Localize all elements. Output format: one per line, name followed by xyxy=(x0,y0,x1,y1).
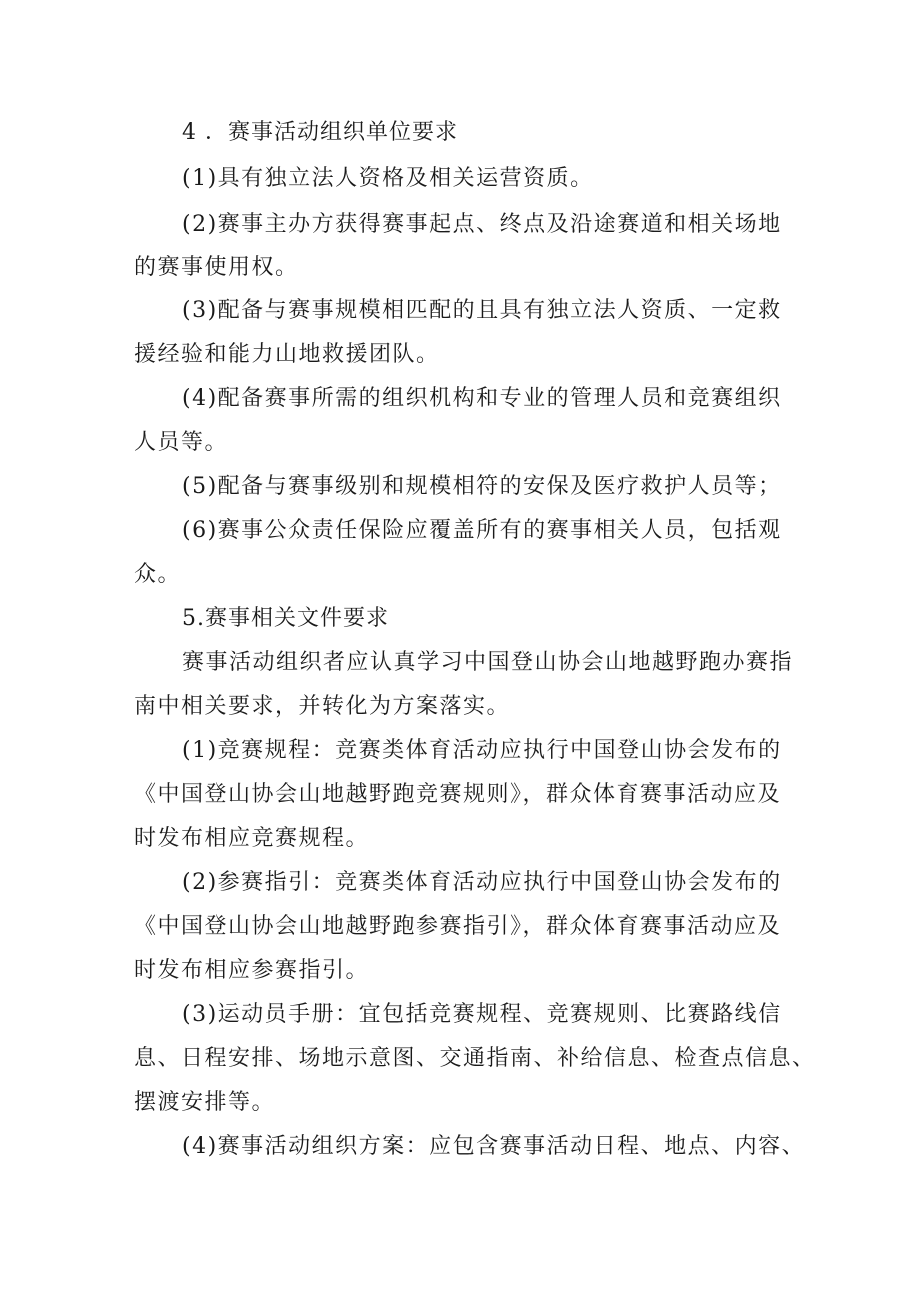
section-5-item-4-line-1: (4)赛事活动组织方案：应包含赛事活动日程、地点、内容、 xyxy=(182,1134,806,1159)
section-4-item-4-line-2: 人员等。 xyxy=(134,430,229,455)
section-4-item-3-line-2: 援经验和能力山地救援团队。 xyxy=(134,342,440,367)
section-5-item-1-line-1: (1)竞赛规程：竞赛类体育活动应执行中国登山协会发布的 xyxy=(182,738,782,763)
section-4-item-5-line-1: (5)配备与赛事级别和规模相符的安保及医疗救护人员等； xyxy=(182,474,782,499)
section-5-item-3-line-2: 息、日程安排、场地示意图、交通指南、补给信息、检查点信息、 xyxy=(134,1046,816,1071)
section-5-item-1-line-3: 时发布相应竞赛规程。 xyxy=(134,826,370,851)
section-4-item-3-line-1: (3)配备与赛事规模相匹配的且具有独立法人资质、一定救 xyxy=(182,298,782,323)
section-5-item-3-line-3: 摆渡安排等。 xyxy=(134,1090,276,1115)
section-5-heading: 5.赛事相关文件要求 xyxy=(182,606,389,631)
section-5-item-3-line-1: (3)运动员手册：宜包括竞赛规程、竞赛规则、比赛路线信 xyxy=(182,1002,782,1027)
section-4-heading: 4 ．赛事活动组织单位要求 xyxy=(182,120,458,145)
section-5-item-2-line-2: 《中国登山协会山地越野跑参赛指引》，群众体育赛事活动应及 xyxy=(134,914,782,939)
section-4-item-2-line-2: 的赛事使用权。 xyxy=(134,255,299,280)
section-5-intro-line-2: 南中相关要求，并转化为方案落实。 xyxy=(134,694,511,719)
section-4-item-2-line-1: (2)赛事主办方获得赛事起点、终点及沿途赛道和相关场地 xyxy=(182,212,782,237)
section-5-item-2-line-3: 时发布相应参赛指引。 xyxy=(134,958,370,983)
section-4-item-1-line-1: (1)具有独立法人资格及相关运营资质。 xyxy=(182,166,594,191)
section-4-item-6-line-1: (6)赛事公众责任保险应覆盖所有的赛事相关人员，包括观 xyxy=(182,518,782,543)
section-4-item-4-line-1: (4)配备赛事所需的组织机构和专业的管理人员和竞赛组织 xyxy=(182,386,782,411)
section-5-intro-line-1: 赛事活动组织者应认真学习中国登山协会山地越野跑办赛指 xyxy=(182,650,794,675)
section-5-item-2-line-1: (2)参赛指引：竞赛类体育活动应执行中国登山协会发布的 xyxy=(182,870,782,895)
section-4-item-6-line-2: 众。 xyxy=(134,562,182,587)
section-5-item-1-line-2: 《中国登山协会山地越野跑竞赛规则》，群众体育赛事活动应及 xyxy=(134,782,782,807)
